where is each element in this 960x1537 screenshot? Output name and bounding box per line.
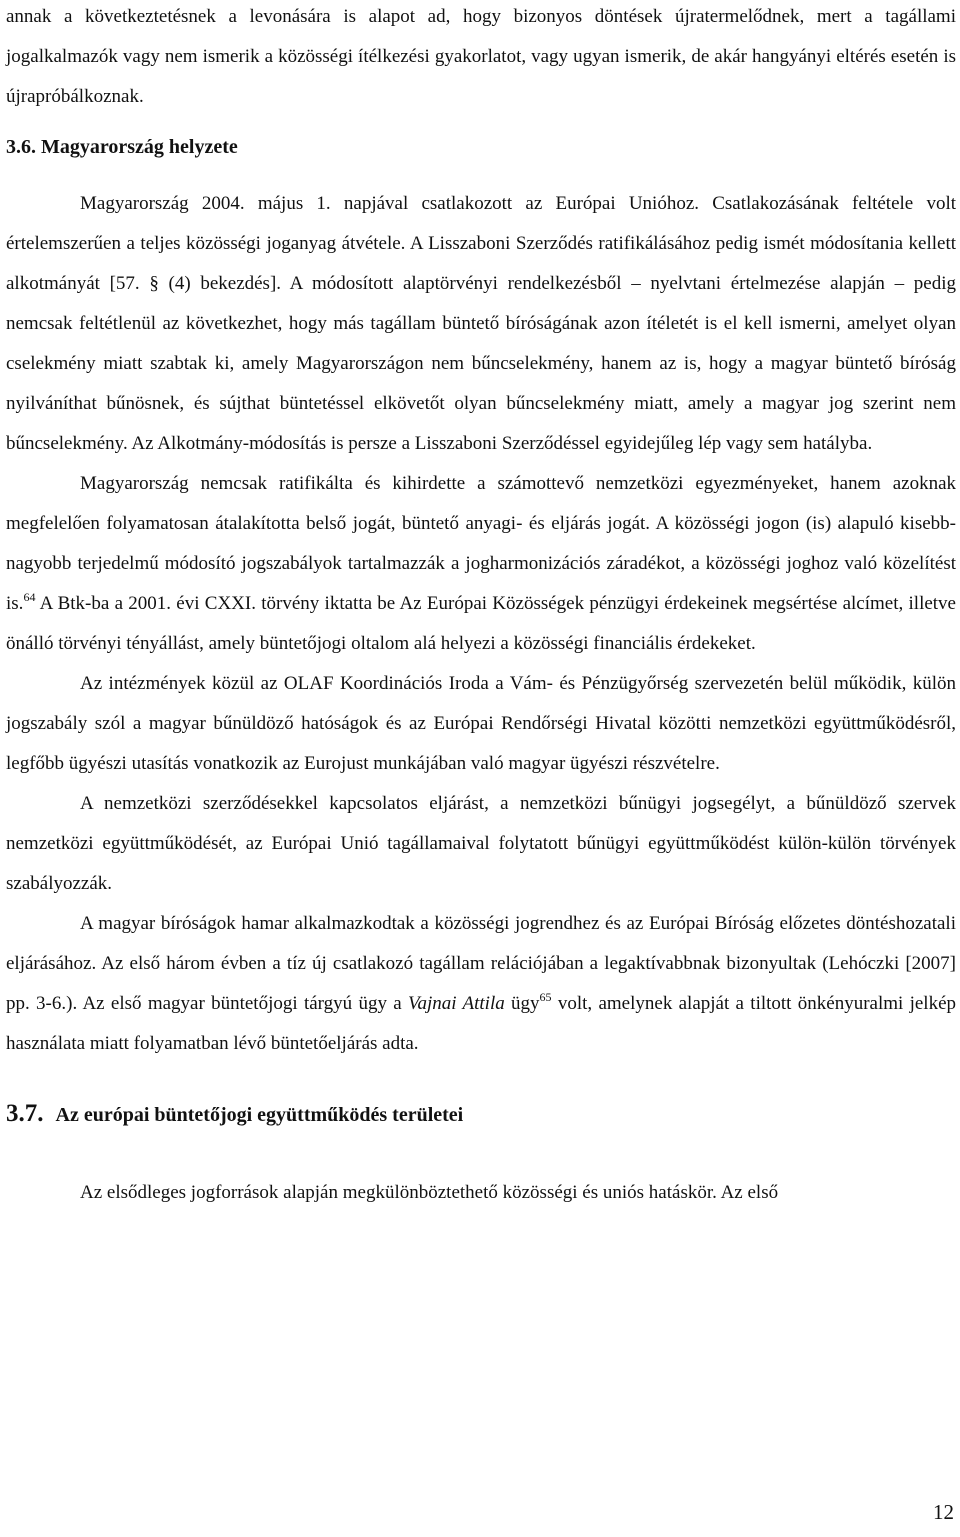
paragraph-legal-sources: Az elsődleges jogforrások alapján megkülönböztethető közösségi és uniós hatáskör. Az első [80,1182,779,1203]
paragraph-ratification [6,464,956,664]
paragraph-text: Magyarország nemcsak ratifikálta és kihirdette a számottevő nemzetközi egyezményeket, hanem azoknak megfelelően folyamatosan átalakította belső jogát, büntető anyagi- és eljárás jogát. A közösségi jogon (is) alapuló kisebb-nagyobb terjedelmű módosító jogszabályok tartalmazzák a jogharmonizációs záradékot, a közösségi joghoz való közelítést is. [6,473,956,614]
document-page [6,0,956,1213]
paragraph-text: A magyar bíróságok hamar alkalmazkodtak a közösségi jogrendhez és az Európai Bíróság előzetes döntéshozatali eljárásához. Az első három évben a tíz új csatlakozó tagállam relációjában a legaktívabbnak bizonyultak (Lehóczki [2007] pp. 3-6.). Az első magyar büntetőjogi tárgyú ügy a [6,913,956,1014]
case-name-italic: Vajnai Attila [407,993,505,1014]
paragraph-hungary-accession [6,184,956,464]
paragraph-intro-continuation: annak a következtetésnek a levonására is alapot ad, hogy bizonyos döntések újratermelődnek, mert a tagállami jogalkalmazók vagy nem ismerik a közösségi ítélkezési gyakorlatot, vagy ugyan ismerik, de akár hangyányi eltérés esetén is újrapróbálkoznak. [6,6,956,107]
section-heading-3-6: 3.6. Magyarország helyzete [6,136,238,158]
paragraph-text: A Btk-ba a 2001. évi CXXI. törvény iktatta be Az Európai Közösségek pénzügyi érdekeinek megsértése alcímet, illetve önálló törvényi tényállást, amely büntetőjogi oltalom alá helyezi a közösségi financiális érdekeket. [6,593,956,654]
paragraph-institutions: Az intézmények közül az OLAF Koordinációs Iroda a Vám- és Pénzügyőrség szervezetén belül működik, külön jogszabály szól a magyar bűnüldöző hatóságok és az Európai Rendőrségi Hivatal közötti nemzetközi együttműködésről, legfőbb ügyészi utasítás vonatkozik az Eurojust munkájában való magyar ügyészi részvételre. [6,673,956,774]
section-title: Az európai büntetőjogi együttműködés területei [55,1104,464,1126]
paragraph-courts [6,904,956,1064]
page-number: 12 [933,1500,954,1524]
paragraph-text: Magyarország 2004. május 1. napjával csatlakozott az Európai Unióhoz. Csatlakozásának feltétele volt értelemszerűen a teljes közösségi joganyag átvétele. A Lisszaboni Szerződés ratifikálásához pedig ismét módosítania kellett alkotmányát [57. § (4) bekezdés]. A módosított alaptörvényi rendelkezésből – nyelvtani értelmezése alapján – pedig nemcsak feltétlenül az következhet, hogy más tagállam büntető bíróságának azon ítéletét is el kell ismerni, amelyet olyan cselekmény miatt szabtak ki, amely Magyarországon nem bűncselekmény, hanem az is, hogy a magyar büntető bíróság nyilváníthat bűnösnek, és sújthat büntetéssel elkövetőt olyan bűncselekmény miatt, amely a magyar jog szerint nem bűncselekmény. Az Alkotmány-módosítás is persze a Lisszaboni Szerződéssel egyidejűleg lép vagy sem hatályba. [6,193,956,454]
paragraph-text: ügy [504,993,540,1014]
paragraph-treaties: A nemzetközi szerződésekkel kapcsolatos eljárást, a nemzetközi bűnügyi jogsegélyt, a bűnüldöző szervek nemzetközi együttműködését, az Európai Unió tagállamaival folytatott bűnügyi együttműködést külön-külön törvények szabályozzák. [6,793,956,894]
footnote-ref-65[interactable]: 65 [539,990,552,1004]
section-heading-3-7 [6,1094,956,1135]
paragraph-text: volt, amelynek alapját a tiltott önkényuralmi jelkép használata miatt folyamatban lévő büntetőeljárás adta. [6,993,957,1054]
footnote-ref-64[interactable]: 64 [23,590,36,604]
section-number: 3.7. [6,1100,44,1127]
